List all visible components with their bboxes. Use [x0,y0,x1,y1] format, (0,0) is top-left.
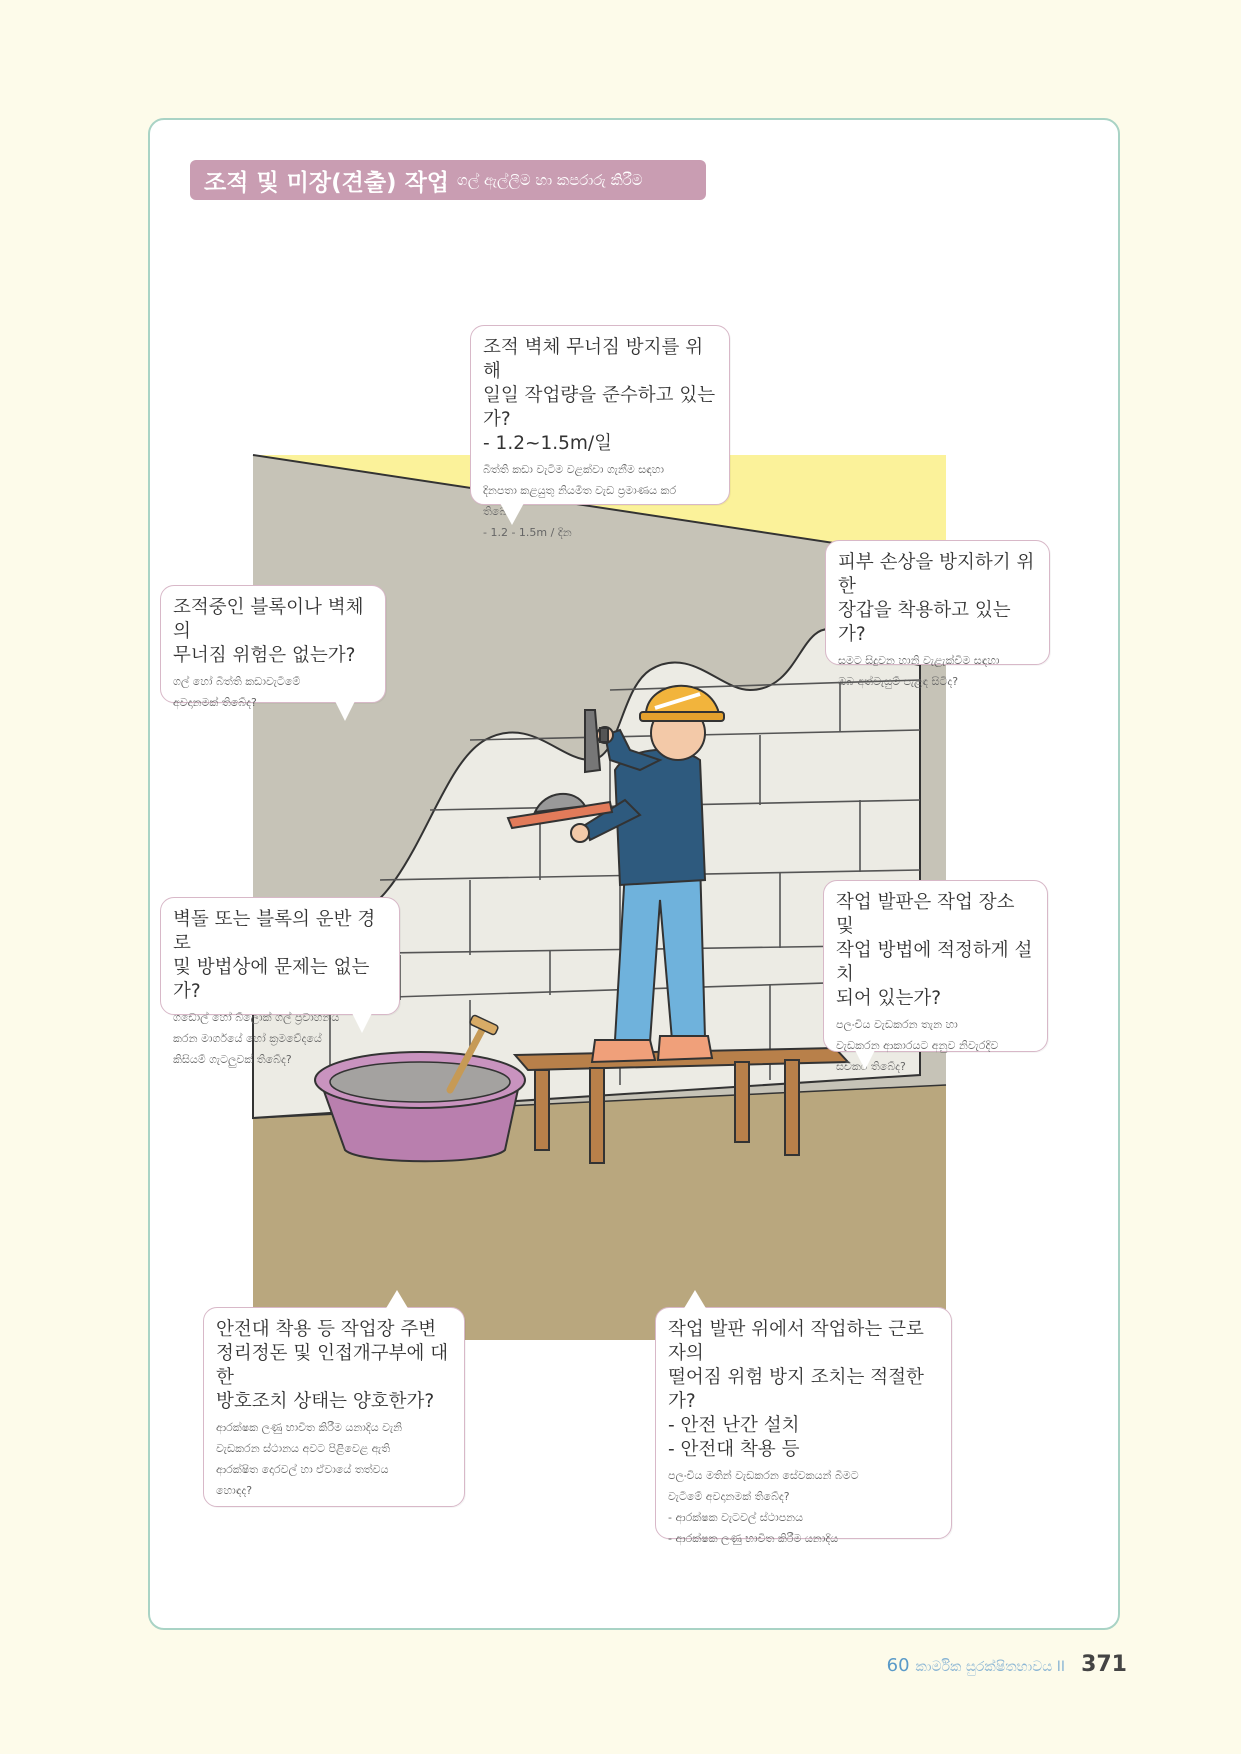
page-footer [887,1652,1127,1677]
bubble-tail [352,1013,372,1033]
bubble-daily-workload-sinhala: බිත්ති කඩා වැටීම වළක්වා ගැනීම සඳහා දිනපතා කළයුතු නියමිත වැඩ ප්‍රමාණය කර තිබේද? - 1.2 - 1.5m / දින [483,463,677,539]
bubble-tail [335,701,355,721]
bubble-daily-workload-korean: 조적 벽체 무너짐 방지를 위해 일일 작업량을 준수하고 있는가? - 1.2~1.5m/일 [483,337,716,454]
chapter-title: කාර්මික සුරක්ෂිතභාවය II [915,1659,1066,1675]
bubble-work-platform [823,880,1048,1073]
bubble-collapse-risk-korean: 조적중인 블록이나 벽체의 무너짐 위험은 없는가? [173,597,364,666]
bubble-tail [385,1290,409,1310]
bubble-daily-workload [470,325,730,539]
bubble-gloves [825,540,1050,688]
page-number: 371 [1081,1652,1127,1677]
bubble-housekeeping-sinhala: ආරක්ෂක ලණු භාවිත කිරීම යනාදිය වැනි වැඩකරන ස්ථානය අවට පිළිවෙළ ඇති ආරක්ෂිත දොරවල් හා ඒවායේ තත්වය හොඳද? [216,1421,403,1497]
bubble-collapse-risk [160,585,386,709]
bubble-tail [855,1050,875,1070]
bubble-housekeeping-korean: 안전대 착용 등 작업장 주변 정리정돈 및 인접개구부에 대한 방호조치 상태는 양호한가? [216,1319,449,1412]
bubble-gloves-sinhala: සමට සිදුවන හානි වැළැක්වීම සඳහා ඔබ අත්වැසුම් පැළඳ සිටීද? [838,654,1000,688]
section-title-sinhala: ගල් ඇල්ලීම හා කපරාරු කිරීම [457,171,643,189]
bubble-gloves-korean: 피부 손상을 방지하기 위한 장갑을 착용하고 있는가? [838,552,1035,645]
bubble-fall-prevention [655,1307,952,1545]
bubble-transport-route [160,897,400,1066]
section-title-korean: 조적 및 미장(견출) 작업 [204,169,450,196]
bubble-housekeeping [203,1307,465,1507]
bubble-collapse-risk-sinhala: ගල් හෝ බිත්ති කඩාවැටීමේ අවදානමක් තිබේද? [173,675,301,709]
bubble-transport-route-sinhala: ගඩොල් හෝ බ්ලොක් ගල් ප්‍රවාහනය කරන මාර්ගයේ හෝ ක්‍රමවේදයේ කිසියම් ගැටලුවක් තිබේද? [173,1011,340,1066]
bubble-tail [500,503,524,525]
bubble-work-platform-korean: 작업 발판은 작업 장소 및 작업 방법에 적정하게 설치 되어 있는가? [836,892,1033,1009]
bubble-work-platform-sinhala: පලංචිය වැඩකරන තැන හා වැඩකරන ආකාරයට අනුව නිවැරදිව සවිකර තිබේද? [836,1018,999,1073]
bubble-fall-prevention-korean: 작업 발판 위에서 작업하는 근로자의 떨어짐 위험 방지 조치는 적절한가? - 안전 난간 설치 - 안전대 착용 등 [668,1319,924,1460]
chapter-number: 60 [886,1655,910,1676]
bubble-tail [683,1290,707,1310]
bubble-fall-prevention-sinhala: පලංචිය මතින් වැඩකරන සේවකයන් බිමට වැටීමේ අවදානමක් තිබේද? - ආරක්ෂක වැටවල් ස්ථාපනය - ආරක්ෂක ලණු භාවිත කිරීම යනාදිය [668,1469,859,1545]
bubble-transport-route-korean: 벽돌 또는 블록의 운반 경로 및 방법상에 문제는 없는가? [173,909,376,1002]
